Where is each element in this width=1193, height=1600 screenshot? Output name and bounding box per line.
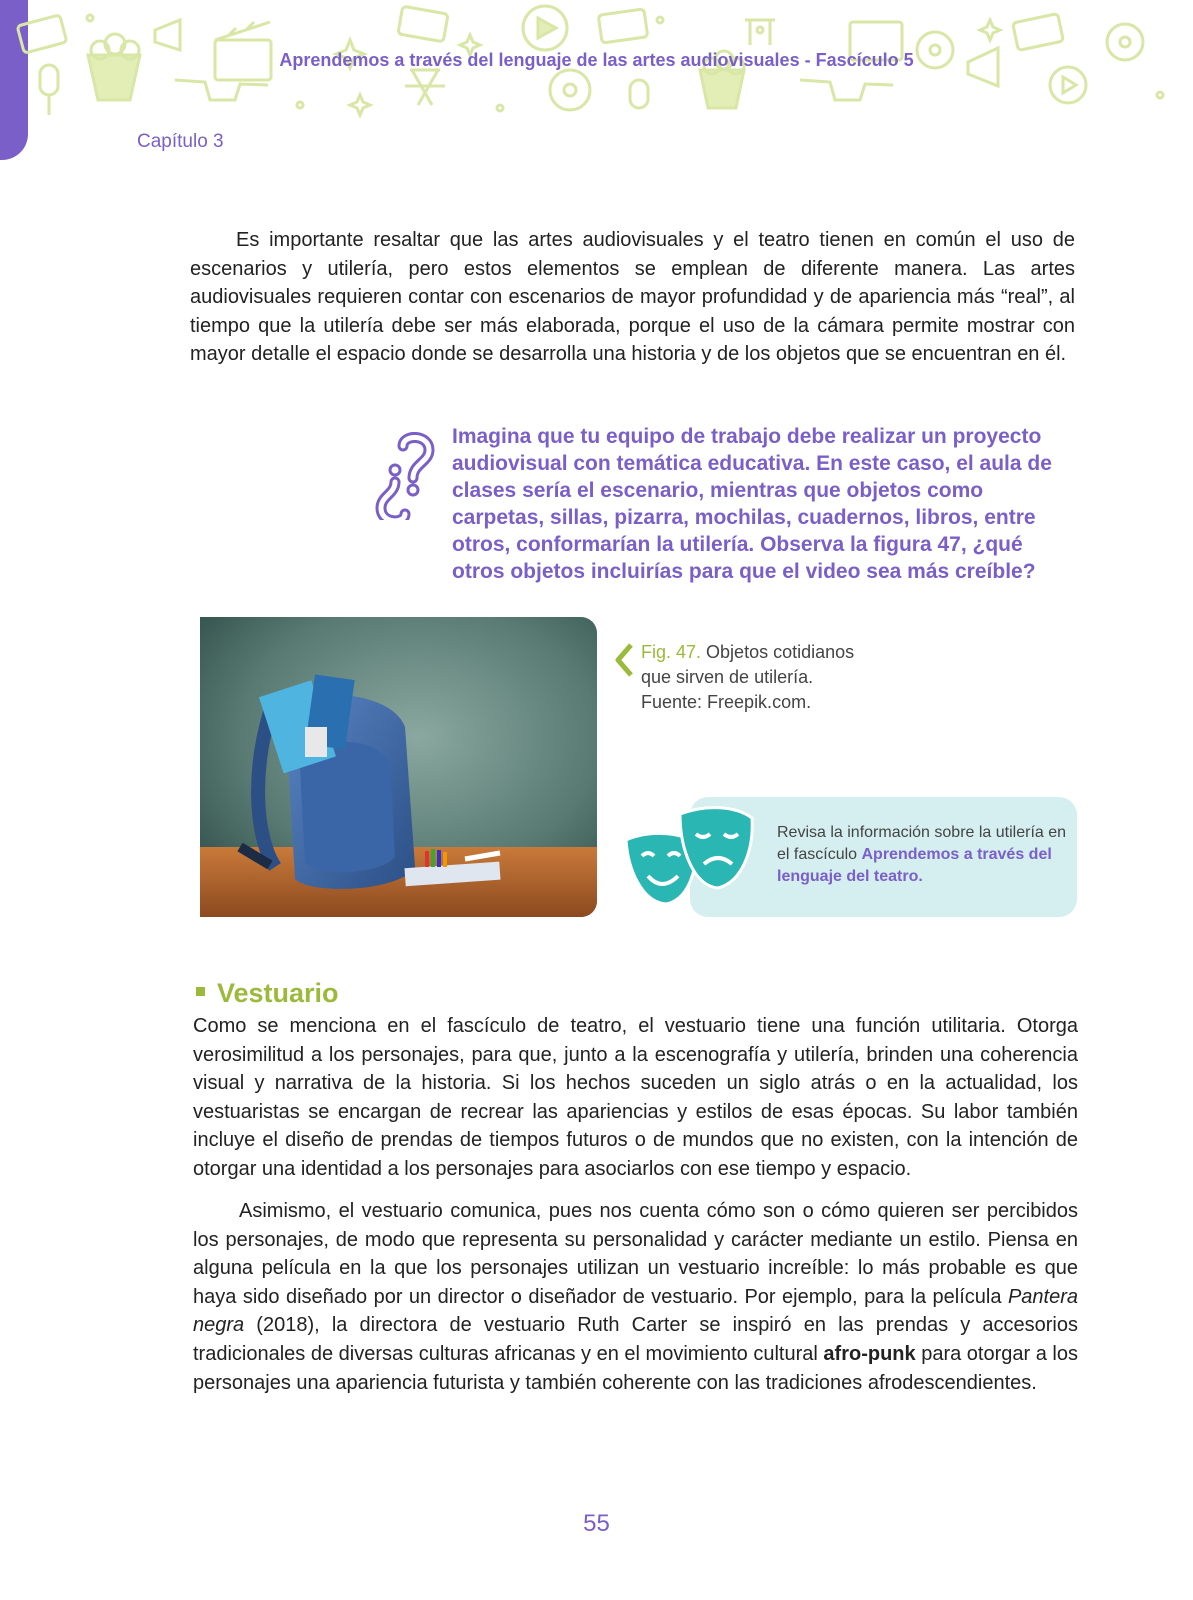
question-marks-icon <box>375 432 435 525</box>
header-title: Aprendemos a través del lenguaje de las artes audiovisuales - Fascículo 5 <box>279 50 914 70</box>
paragraph2-part-a: Asimismo, el vestuario comunica, pues nos cuenta cómo son o cómo quieren ser percibidos los personajes, de modo que representa su personalidad y carácter mediante un estilo. Piensa en alguna película en la que los personajes utilizan un vestuario increíble: lo más probable es que haya sido diseñado por un director o diseñador de vestuario. Por ejemplo, para la película <box>193 1200 1078 1308</box>
paragraph2-part-c: para otorgar a los personajes una apariencia futurista y también coherente con las tradiciones afrodescendientes. <box>193 1342 1078 1394</box>
figure-caption <box>641 640 854 715</box>
afro-punk-term: afro-punk <box>823 1342 916 1365</box>
page-number: 55 <box>583 1510 610 1537</box>
square-bullet-icon <box>196 987 205 996</box>
vestuario-paragraph-1: Como se menciona en el fascículo de teatro, el vestuario tiene una función utilitaria. Otorga verosimilitud a los personajes, para que, junto a la escenografía y utilería, brinden una coherencia visual y narrativa de la historia. Si los hechos suceden un siglo atrás o en la actualidad, los vestuaristas se encargan de recrear las apariencias y estilos de esas épocas. Su labor también incluye el diseño de prendas de tiempos futuros o de mundos que no existen, con la intención de otorgar una identidad a los personajes para asociarlos con ese tiempo y espacio. <box>193 1015 1078 1180</box>
figure-label: Fig. 47. <box>641 642 702 662</box>
info-text-main: Revisa la información sobre la utilería en el fascículo <box>777 824 1067 863</box>
info-text <box>777 822 1067 888</box>
info-text-highlight: Aprendemos a través del lenguaje del teatro. <box>777 846 1052 885</box>
film-title: Pantera negra <box>193 1285 1078 1337</box>
chapter-label: Capítulo 3 <box>137 131 224 152</box>
chevron-left-icon <box>614 643 634 682</box>
section-heading <box>196 978 339 1009</box>
caption-line2: que sirven de utilería. <box>641 667 814 687</box>
vestuario-paragraph-2 <box>193 1197 1078 1397</box>
intro-paragraph: Es importante resaltar que las artes audiovisuales y el teatro tienen en común el uso de escenarios y utilería, pero estos elementos se emplean de diferente manera. Las artes audiovisuales requieren contar con escenarios de mayor profundidad y de apariencia más “real”, al tiempo que la utilería debe ser más elaborada, porque el uso de la cámara permite mostrar con mayor detalle el espacio donde se desarrolla una historia y de los objetos que se encuentran en él. <box>190 229 1075 366</box>
caption-line1: Objetos cotidianos <box>706 642 855 662</box>
section-title: Vestuario <box>217 978 339 1008</box>
theater-masks-icon <box>618 800 768 917</box>
figure-source: Fuente: Freepik.com. <box>641 692 812 712</box>
question-prompt: Imagina que tu equipo de trabajo debe realizar un proyecto audiovisual con temática educativa. En este caso, el aula de clases sería el escenario, mientras que objetos como carpetas, sillas, pizarra, mochilas, cuadernos, libros, entre otros, conformarían la utilería. Observa la figura 47, ¿qué otros objetos incluirías para que el video sea más creíble? <box>452 425 1052 583</box>
paragraph2-part-b: (2018), la directora de vestuario Ruth Carter se inspiró en las prendas y accesorios tradicionales de diversas culturas africanas y en el movimiento cultural <box>193 1314 1078 1365</box>
figure-47-photo <box>200 617 597 917</box>
